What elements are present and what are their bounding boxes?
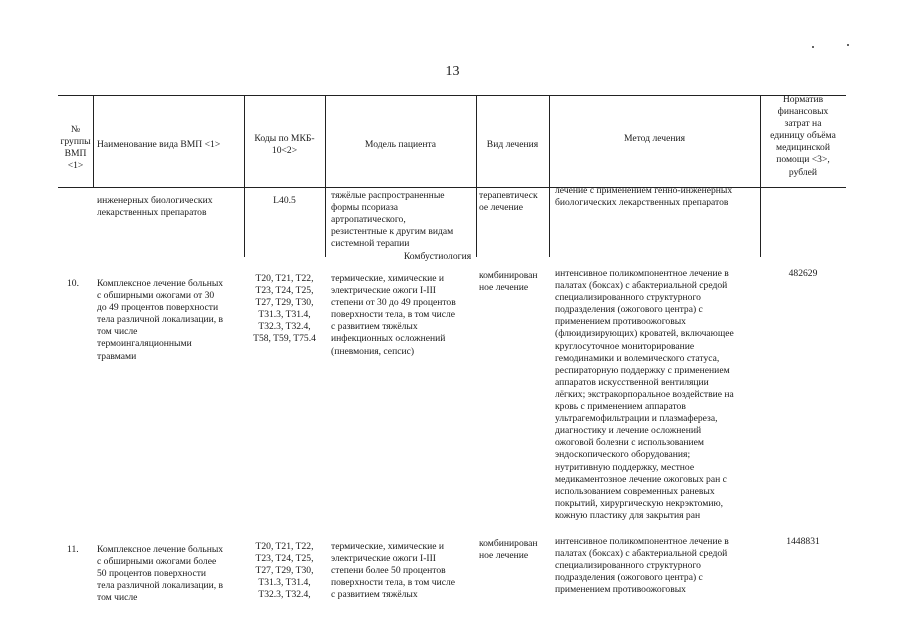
- continued-row-method: лечение с применением генно-инженерных биологических лекарственных препаратов: [555, 185, 733, 209]
- row-11-icd: T20, T21, T22, T23, T24, T25, T27, T29, T30, T31.3, T31.4, T32.3, T32.4,: [255, 541, 314, 601]
- header-group-number: № группы ВМП <1>: [60, 124, 91, 172]
- row-10-model: термические, химические и электрические ожоги I-III степени от 30 до 49 процентов поверхности тела, в том числе с развитием тяжёлых инфекционных осложнений (пневмония, сепсис): [331, 273, 456, 357]
- row-10-icd: T20, T21, T22, T23, T24, T25, T27, T29, T30, T31.3, T31.4, T32.3, T32.4, T58, T59, T75.4: [253, 273, 316, 345]
- row-10-name: Комплексное лечение больных с обширными ожогами от 30 до 49 процентов поверхности тела различной локализации, в том числе термоингаляционными травмами: [97, 278, 224, 362]
- column-divider: [476, 95, 477, 257]
- row-10-group: 10.: [67, 278, 79, 289]
- row-10-method: интенсивное поликомпонентное лечение в палатах (боксах) с абактериальной средой специализированного структурного подразделения (ожогового центра) с применением противоожоговых (флюидизирующих) кроватей, включающее круглосуточное мониторирование гемодинамики и волемического статуса, респираторную поддержку с применением аппаратов искусственной вентиляции лёгких; экстракорпоральное воздействие на кровь с применением аппаратов ультрагемофильтрации и плазмафереза, диагностику и лечение осложнений ожоговой болезни с использованием эндоскопического оборудования; нутритивную поддержку, местное медикаментозное лечение ожоговых ран с использованием современных раневых покрытий, хирургическую некрэктомию, кожную пластику для закрытия ран: [555, 268, 734, 521]
- row-11-group: 11.: [67, 544, 79, 555]
- continued-row-treatment-type: терапевтическ ое лечение: [479, 190, 538, 214]
- continued-row-model: тяжёлые распространенные формы псориаза артропатического, резистентные к другим видам системной терапии: [331, 190, 454, 250]
- section-title: Комбустиология: [403, 251, 472, 262]
- header-treatment-type: Вид лечения: [486, 139, 539, 150]
- header-cost-norm: Норматив финансовых затрат на единицу объёма медицинской помощи <3>, рублей: [770, 94, 836, 178]
- column-divider: [244, 95, 245, 257]
- continued-row-name: инженерных биологических лекарственных препаратов: [97, 195, 213, 219]
- row-11-model: термические, химические и электрические ожоги I-III степени более 50 процентов поверхности тела, в том числе с развитием тяжёлых: [331, 541, 456, 601]
- column-divider: [325, 95, 326, 257]
- row-11-treatment-type: комбинирован ное лечение: [479, 538, 538, 562]
- header-icd-codes: Коды по МКБ- 10<2>: [254, 133, 315, 157]
- row-10-treatment-type: комбинирован ное лечение: [479, 270, 538, 294]
- row-10-norm: 482629: [788, 268, 818, 279]
- row-11-norm: 1448831: [786, 536, 820, 547]
- header-vmp-name: Наименование вида ВМП <1>: [97, 139, 221, 150]
- column-divider: [549, 95, 550, 257]
- scan-speck: [812, 46, 814, 48]
- continued-row-icd: L40.5: [273, 195, 296, 206]
- page-number: 13: [445, 64, 460, 79]
- column-divider: [93, 95, 94, 188]
- header-patient-model: Модель пациента: [364, 139, 437, 150]
- row-11-name: Комплексное лечение больных с обширными ожогами более 50 процентов поверхности тела различной локализации, в том числе: [97, 544, 224, 604]
- table-top-rule: [58, 95, 846, 96]
- header-treatment-method: Метод лечения: [623, 133, 686, 144]
- scan-speck: [847, 44, 849, 46]
- row-11-method: интенсивное поликомпонентное лечение в палатах (боксах) с абактериальной средой специализированного структурного подразделения (ожогового центра) с применением противоожоговых: [555, 536, 729, 596]
